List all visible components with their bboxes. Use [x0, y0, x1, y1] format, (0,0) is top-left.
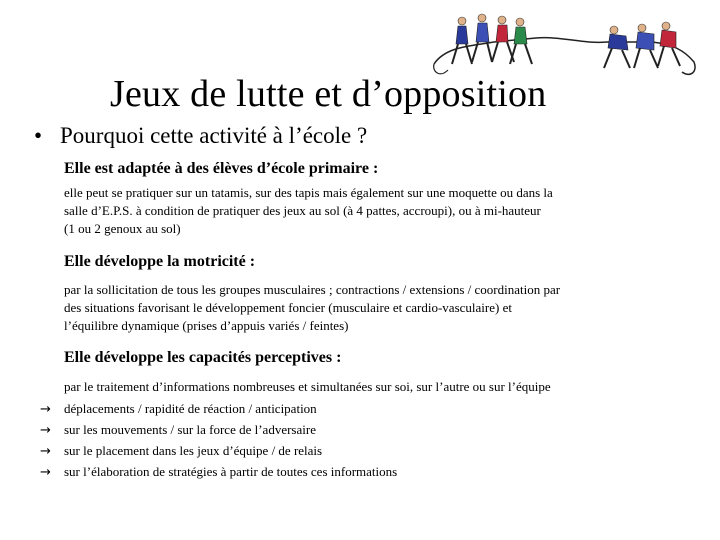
arrow-list-item — [40, 464, 397, 480]
arrow-list-item — [40, 401, 317, 417]
section-heading-motricite: Elle développe la motricité : — [64, 253, 256, 270]
arrow-right-icon: → — [40, 402, 51, 417]
section-paragraph-adaptee — [64, 184, 684, 238]
section-paragraph-motricite — [64, 281, 684, 335]
arrow-item-text: sur l’élaboration de stratégies à partir de toutes ces informations — [64, 464, 398, 479]
left-team-figures — [452, 14, 532, 64]
section-intro-perceptives: par le traitement d’informations nombreuses et simultanées sur soi, sur l’autre ou sur l’équipe — [64, 379, 551, 394]
paragraph-line: des situations favorisant le développement foncier (musculaire et cardio-vasculaire) et — [64, 300, 512, 315]
right-team-figures — [604, 22, 680, 68]
page-title: Jeux de lutte et d’opposition — [110, 73, 547, 115]
bullet-symbol: • — [34, 123, 43, 148]
paragraph-line: par la sollicitation de tous les groupes musculaires ; contractions / extensions / coordination par — [64, 282, 561, 297]
paragraph-line: (1 ou 2 genoux au sol) — [64, 221, 181, 236]
arrow-list-item — [40, 443, 322, 459]
paragraph-line: elle peut se pratiquer sur un tatamis, sur des tapis mais également sur une moquette ou dans la — [64, 185, 553, 200]
tug-of-war-clipart — [432, 6, 704, 82]
paragraph-line: l’équilibre dynamique (prises d’appuis variés / feintes) — [64, 318, 349, 333]
section-heading-adaptee: Elle est adaptée à des élèves d’école primaire : — [64, 160, 379, 177]
arrow-right-icon: → — [40, 444, 51, 459]
arrow-item-text: sur le placement dans les jeux d’équipe / de relais — [64, 443, 323, 458]
arrow-item-text: déplacements / rapidité de réaction / anticipation — [64, 401, 317, 416]
section-heading-perceptives: Elle développe les capacités perceptives : — [64, 349, 342, 366]
arrow-right-icon: → — [40, 423, 51, 438]
bullet-text: Pourquoi cette activité à l’école ? — [60, 123, 368, 148]
main-bullet — [34, 123, 367, 149]
arrow-right-icon: → — [40, 465, 51, 480]
arrow-list-item — [40, 422, 316, 438]
arrow-item-text: sur les mouvements / sur la force de l’adversaire — [64, 422, 316, 437]
paragraph-line: salle d’E.P.S. à condition de pratiquer des jeux au sol (à 4 pattes, accroupi), ou à mi-hauteur — [64, 203, 541, 218]
